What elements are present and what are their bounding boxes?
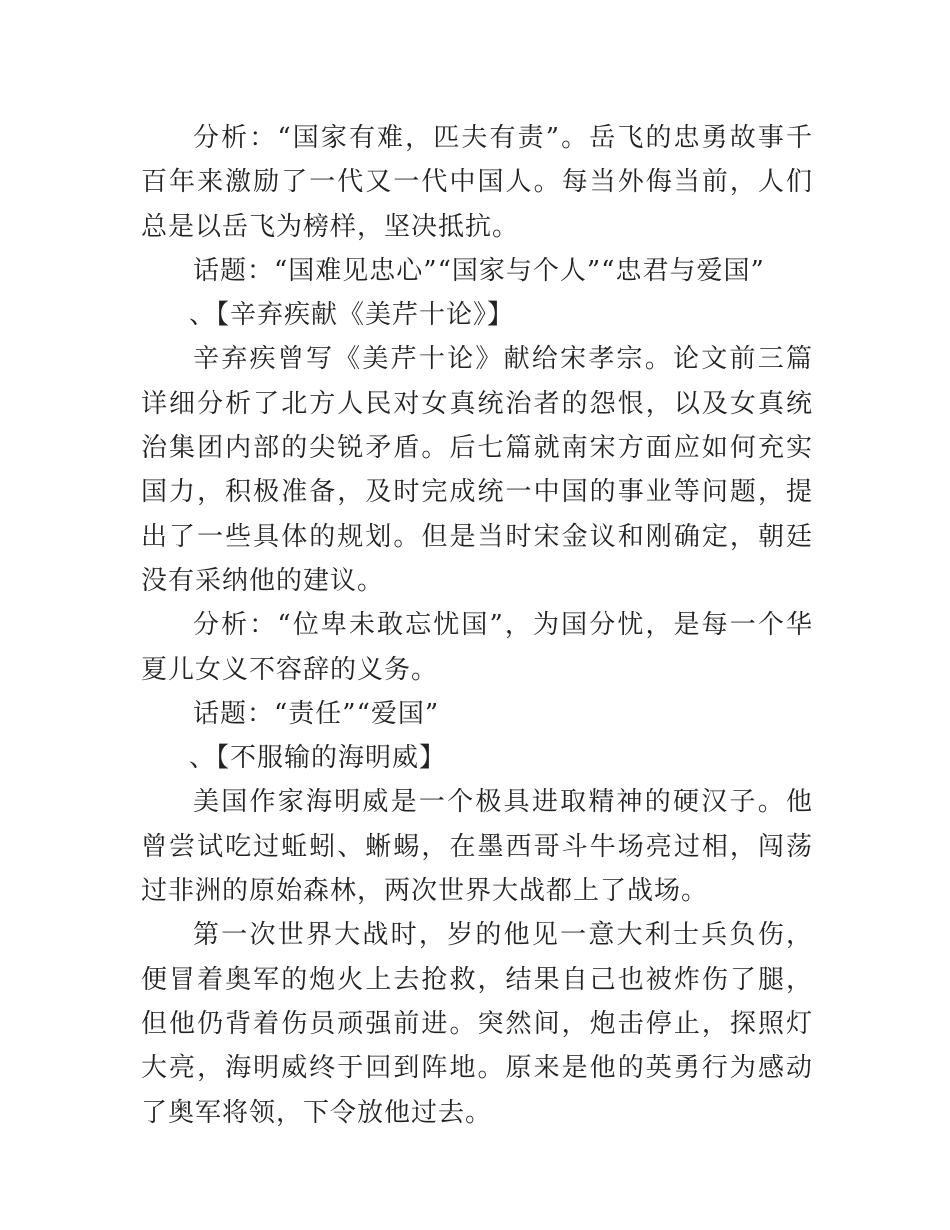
paragraph-story-hemingway-1: 美国作家海明威是一个极具进取精神的硬汉子。他曾尝试吃过蚯蚓、蜥蜴，在墨西哥斗牛场亮过相，闯荡过非洲的原始森林，两次世界大战都上了战场。 bbox=[141, 787, 813, 907]
paragraph-topics-xinqiji: 话题：“责任”“爱国” bbox=[193, 698, 440, 729]
paragraph-story-hemingway-2: 第一次世界大战时，岁的他见一意大利士兵负伤，便冒着奥军的炮火上去抢救，结果自己也被炸伤了腿，但他仍背着伤员顽强前进。突然间，炮击停止，探照灯大亮，海明威终于回到阵地。原来是他的英勇行为感动了奥军将领，下令放他过去。 bbox=[141, 920, 813, 1128]
paragraph-story-xinqiji: 辛弃疾曾写《美芹十论》献给宋孝宗。论文前三篇详细分析了北方人民对女真统治者的怨恨，以及女真统治集团内部的尖锐矛盾。后七篇就南宋方面应如何充实国力，积极准备，及时完成统一中国的事业等问题，提出了一些具体的规划。但是当时宋金议和刚确定，朝廷没有采纳他的建议。 bbox=[141, 344, 813, 596]
section-heading-hemingway: 、【不服输的海明威】 bbox=[189, 743, 447, 774]
section-heading-xinqiji: 、【辛弃疾献《美芹十论》】 bbox=[189, 300, 515, 331]
paragraph-analysis-xinqiji: 分析：“位卑未敢忘忧国”，为国分忧，是每一个华夏儿女义不容辞的义务。 bbox=[141, 610, 813, 685]
paragraph-analysis-yuefei: 分析：“国家有难，匹夫有责”。岳飞的忠勇故事千百年来激励了一代又一代中国人。每当外侮当前，人们总是以岳飞为榜样，坚决抵抗。 bbox=[141, 123, 813, 242]
paragraph-topics-yuefei: 话题：“国难见忠心”“国家与个人”“忠君与爱国” bbox=[193, 255, 765, 286]
document-body bbox=[141, 116, 813, 1135]
